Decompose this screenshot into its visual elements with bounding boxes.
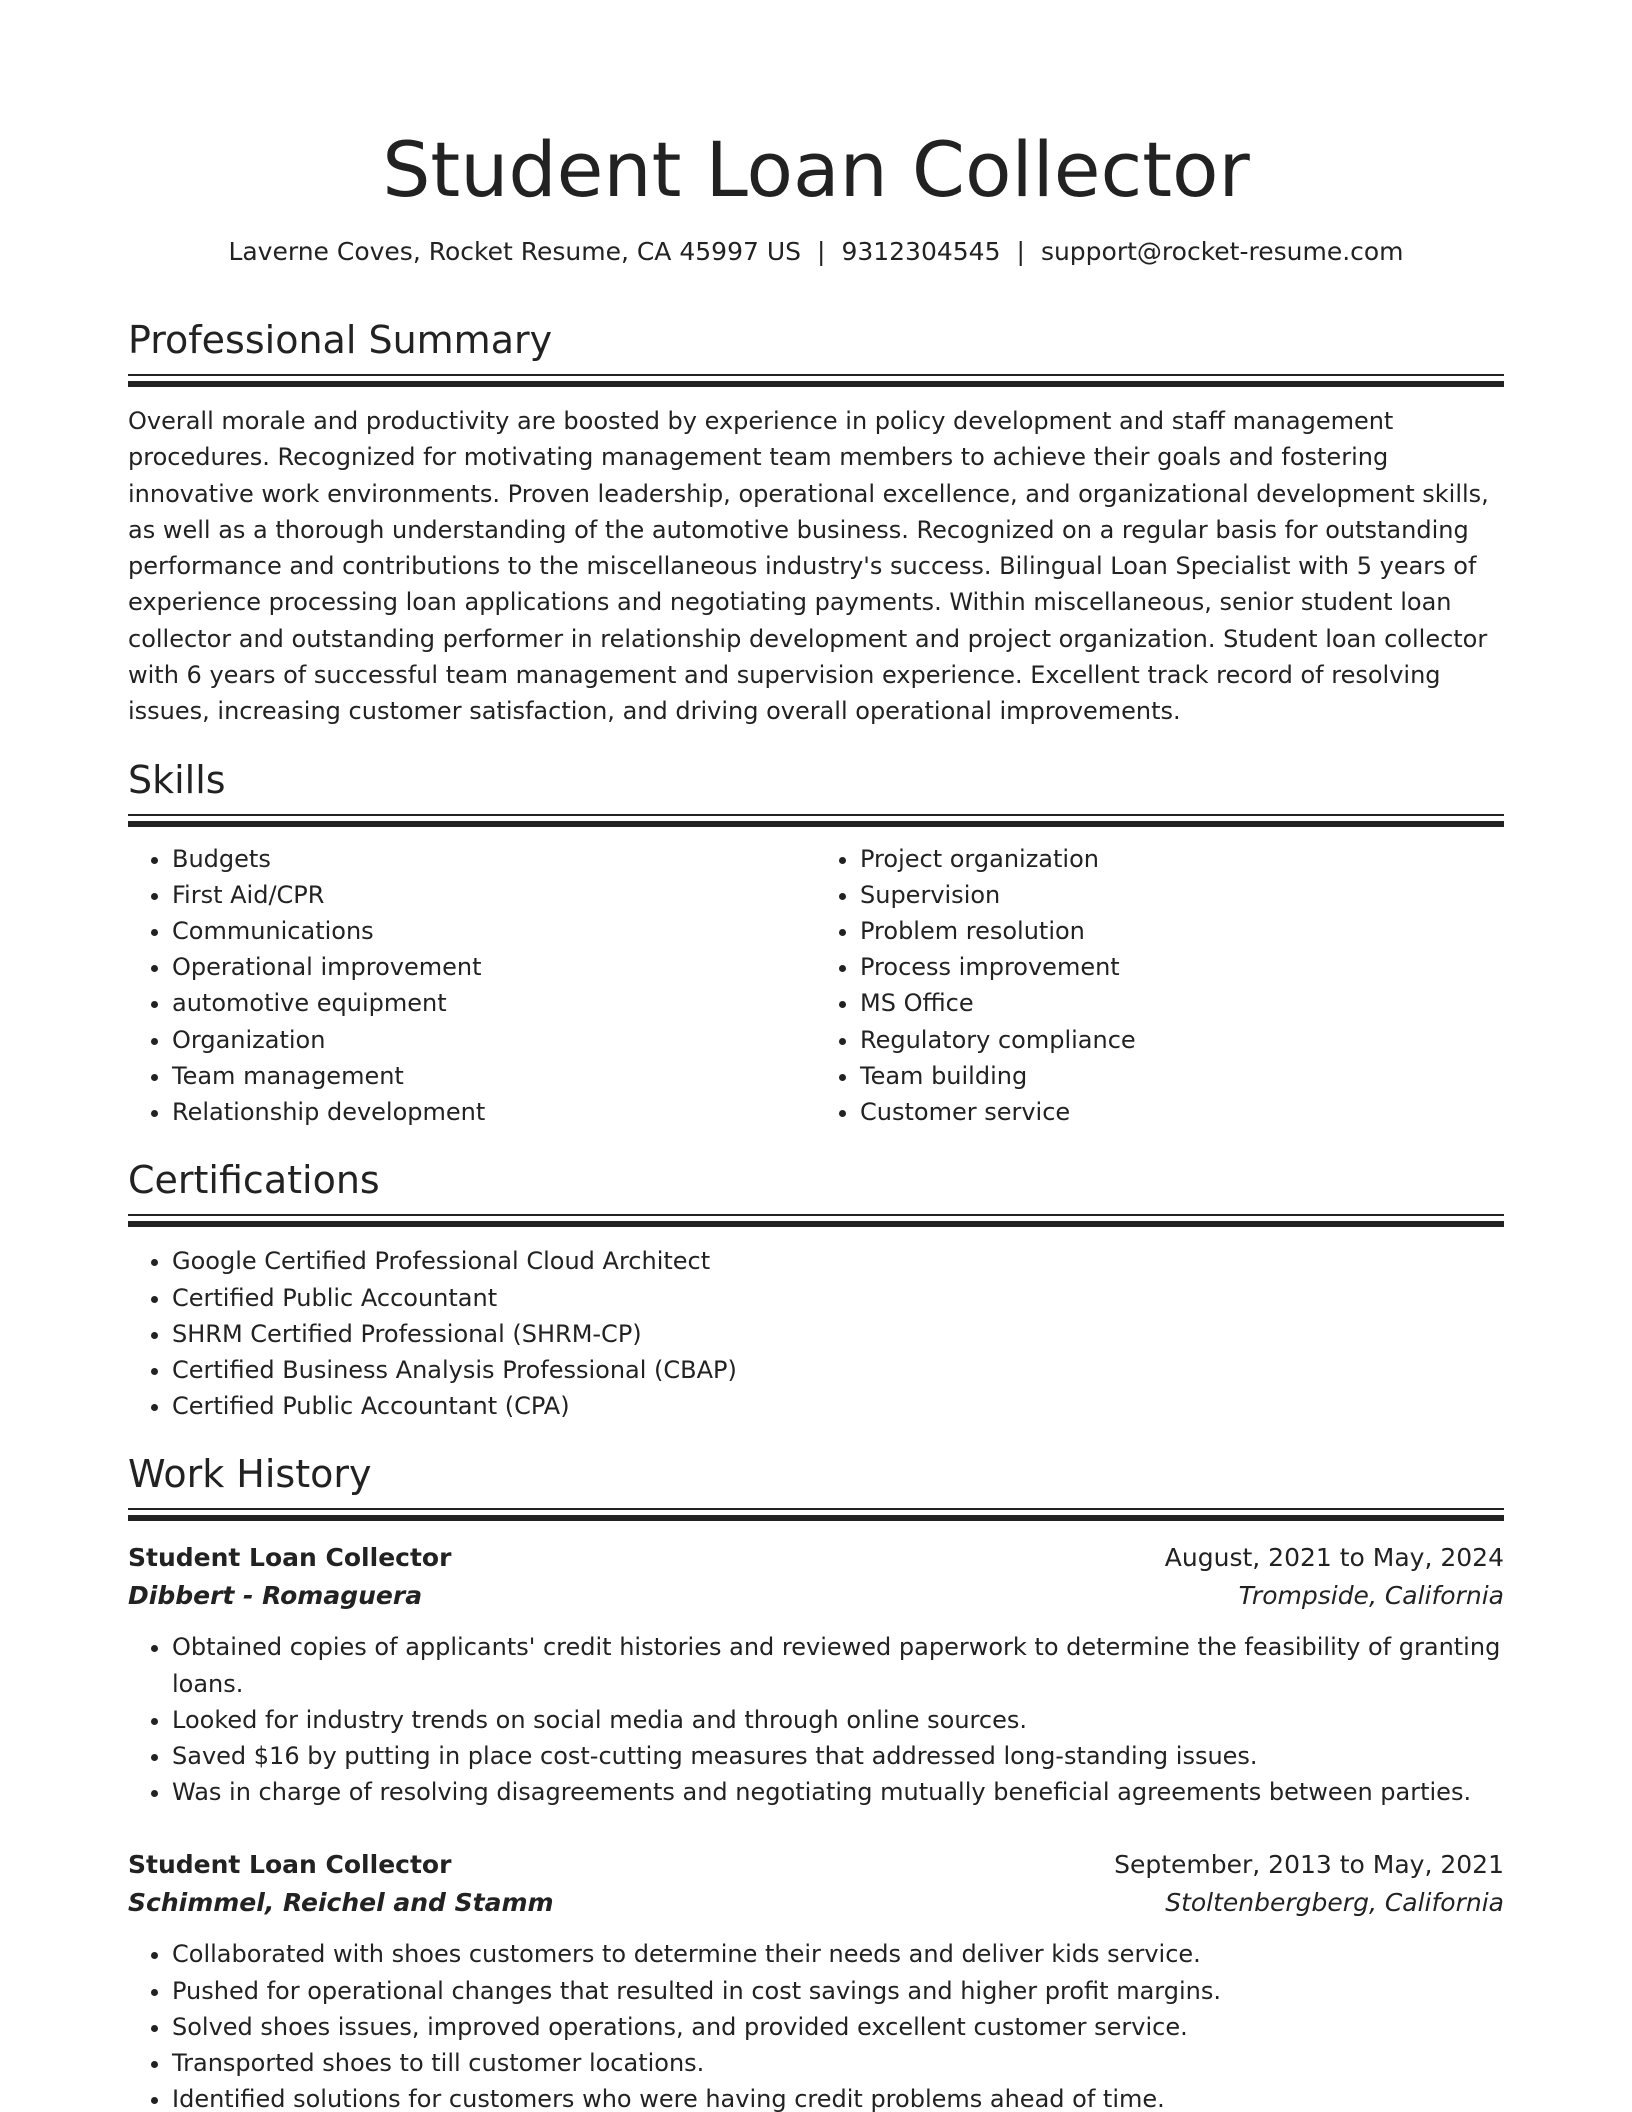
job-dates: September, 2013 to May, 2021 [1114, 1850, 1504, 1880]
resume-name: Student Loan Collector [382, 125, 1250, 214]
contact-phone: 9312304545 [841, 237, 1001, 266]
job-company-row [128, 1577, 1504, 1615]
certification-item: • Certified Public Accountant [172, 1280, 1504, 1316]
skill-item: • Budgets [172, 841, 816, 877]
job-bullet: • Transported shoes to till customer locations. [172, 2045, 1504, 2081]
skill-item: • Supervision [860, 877, 1504, 913]
skill-item: • Problem resolution [860, 913, 1504, 949]
job-dates: August, 2021 to May, 2024 [1164, 1543, 1504, 1573]
skill-item: • Customer service [860, 1094, 1504, 1130]
skill-item: • Regulatory compliance [860, 1022, 1504, 1058]
job-entry [128, 1539, 1504, 1810]
contact-separator: | [817, 237, 826, 266]
section-divider [128, 1214, 1504, 1216]
section-divider-thick [128, 821, 1504, 827]
skill-item: • Communications [172, 913, 816, 949]
job-bullet: • Identified solutions for customers who were having credit problems ahead of time. [172, 2081, 1504, 2112]
job-header-row [128, 1846, 1504, 1884]
summary-text: Overall morale and productivity are boosted by experience in policy development and staff management procedures. Recognized for motivating management team members to achieve their goals and fostering innovative work environments. Proven leadership, operational excellence, and organizational development skills, as well as a thorough understanding of the automotive business. Recognized on a regular basis for outstanding performance and contributions to the miscellaneous industry's success. Bilingual Loan Specialist with 5 years of experience processing loan applications and negotiating payments. Within miscellaneous, senior student loan collector and outstanding performer in relationship development and project organization. Student loan collector with 6 years of successful team management and supervision experience. Excellent track record of resolving issues, increasing customer satisfaction, and driving overall operational improvements. [128, 407, 1489, 726]
summary-section [128, 316, 1504, 730]
job-title: Student Loan Collector [128, 1543, 452, 1573]
contact-line [128, 234, 1504, 270]
certifications-list [128, 1243, 1504, 1424]
section-divider-thick [128, 1515, 1504, 1521]
skill-item: • automotive equipment [172, 985, 816, 1021]
job-header-row [128, 1539, 1504, 1577]
skill-item: • First Aid/CPR [172, 877, 816, 913]
job-bullet: • Pushed for operational changes that resulted in cost savings and higher profit margins. [172, 1973, 1504, 2009]
certification-item: • Certified Public Accountant (CPA) [172, 1388, 1504, 1424]
skill-item: • Operational improvement [172, 949, 816, 985]
skill-item: • Team management [172, 1058, 816, 1094]
job-bullet: • Collaborated with shoes customers to determine their needs and deliver kids service. [172, 1936, 1504, 1972]
skill-item: • Process improvement [860, 949, 1504, 985]
certifications-section [128, 1156, 1504, 1424]
contact-email: support@rocket-resume.com [1040, 237, 1404, 266]
skill-item: • Project organization [860, 841, 1504, 877]
skills-list-right [816, 841, 1504, 1131]
work-history-title: Work History [128, 1452, 372, 1497]
contact-separator: | [1016, 237, 1025, 266]
certification-item: • Certified Business Analysis Professional (CBAP) [172, 1352, 1504, 1388]
certifications-title: Certifications [128, 1158, 380, 1203]
section-divider [128, 374, 1504, 376]
job-bullet: • Obtained copies of applicants' credit histories and reviewed paperwork to determine the feasibility of granting loans. [172, 1629, 1504, 1701]
skill-item: • Organization [172, 1022, 816, 1058]
contact-address: Laverne Coves, Rocket Resume, CA 45997 US [228, 237, 801, 266]
skill-item: • Relationship development [172, 1094, 816, 1130]
job-title: Student Loan Collector [128, 1850, 452, 1880]
skills-title: Skills [128, 757, 226, 802]
section-divider [128, 814, 1504, 816]
section-divider-thick [128, 381, 1504, 387]
summary-title: Professional Summary [128, 318, 553, 362]
certification-item: • Google Certified Professional Cloud Architect [172, 1243, 1504, 1279]
job-entry [128, 1846, 1504, 2112]
skills-section [128, 756, 1504, 1131]
job-bullets [128, 1936, 1504, 2112]
skills-list-left [128, 841, 816, 1131]
skill-item: • Team building [860, 1058, 1504, 1094]
job-bullet: • Looked for industry trends on social media and through online sources. [172, 1702, 1504, 1738]
job-bullets [128, 1629, 1504, 1810]
skill-item: • MS Office [860, 985, 1504, 1021]
job-bullet: • Solved shoes issues, improved operations, and provided excellent customer service. [172, 2009, 1504, 2045]
job-location: Stoltenbergberg, California [1165, 1888, 1504, 1918]
job-company: Schimmel, Reichel and Stamm [128, 1888, 554, 1918]
work-history-section [128, 1450, 1504, 2112]
certification-item: • SHRM Certified Professional (SHRM-CP) [172, 1316, 1504, 1352]
job-company: Dibbert - Romaguera [128, 1581, 423, 1611]
job-bullet: • Was in charge of resolving disagreements and negotiating mutually beneficial agreements between parties. [172, 1774, 1504, 1810]
job-location: Trompside, California [1238, 1581, 1504, 1611]
job-bullet: • Saved $16 by putting in place cost-cutting measures that addressed long-standing issues. [172, 1738, 1504, 1774]
section-divider-thick [128, 1221, 1504, 1227]
skills-grid [128, 841, 1504, 1131]
section-divider [128, 1508, 1504, 1510]
job-company-row [128, 1884, 1504, 1922]
